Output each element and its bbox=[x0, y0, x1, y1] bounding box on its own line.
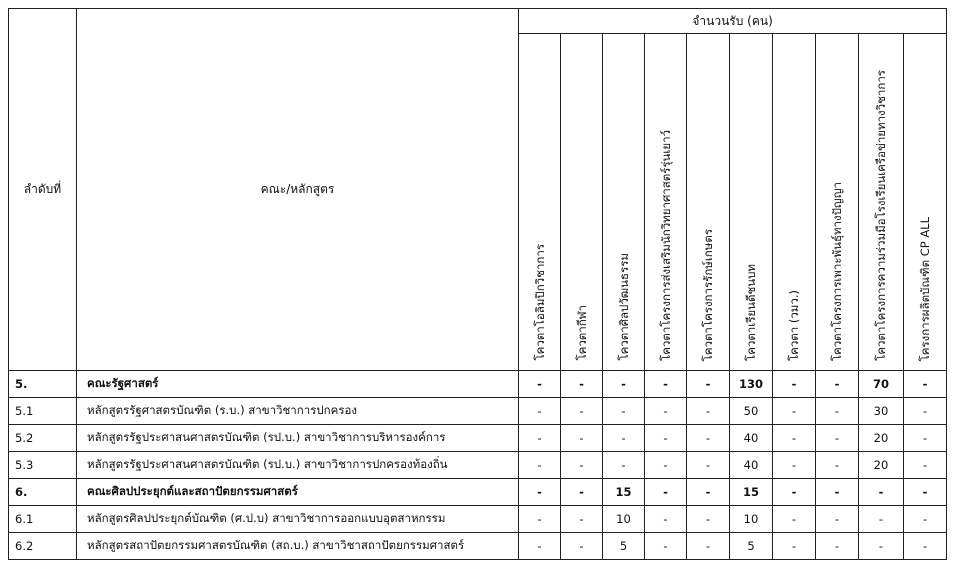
quota-column-label: โควตาโครงการความร่วมมือโรงเรียนเครือข่ายทางวิชาการ bbox=[874, 70, 888, 361]
quota-value: 10 bbox=[603, 506, 645, 533]
quota-column-label: โควตากีฬา bbox=[574, 305, 589, 361]
quota-value: 15 bbox=[603, 479, 645, 506]
quota-value: 30 bbox=[859, 398, 904, 425]
quota-value: - bbox=[687, 452, 730, 479]
quota-value: - bbox=[645, 452, 687, 479]
quota-value: 40 bbox=[730, 452, 773, 479]
row-number: 6. bbox=[9, 479, 77, 506]
row-number: 5.2 bbox=[9, 425, 77, 452]
quota-value: - bbox=[519, 398, 561, 425]
quota-value: 70 bbox=[859, 371, 904, 398]
quota-value: - bbox=[904, 479, 947, 506]
row-number: 5.3 bbox=[9, 452, 77, 479]
quota-value: - bbox=[773, 425, 816, 452]
quota-column-label: โควตาโครงการเพาะพันธุ์ทางปัญญา bbox=[830, 181, 844, 361]
quota-value: - bbox=[603, 371, 645, 398]
quota-value: - bbox=[904, 371, 947, 398]
program-name: หลักสูตรรัฐประศาสนศาสตรบัณฑิต (รป.บ.) สาขาวิชาการบริหารองค์การ bbox=[77, 425, 519, 452]
quota-column-header bbox=[645, 34, 687, 371]
program-row bbox=[9, 506, 947, 533]
quota-value: - bbox=[816, 479, 859, 506]
admission-quota-table bbox=[8, 8, 947, 560]
faculty-row bbox=[9, 479, 947, 506]
quota-value: - bbox=[561, 425, 603, 452]
quota-value: - bbox=[773, 452, 816, 479]
program-name: หลักสูตรรัฐประศาสนศาสตรบัณฑิต (รป.บ.) สาขาวิชาการปกครองท้องถิ่น bbox=[77, 452, 519, 479]
faculty-name: คณะรัฐศาสตร์ bbox=[77, 371, 519, 398]
quota-column-header bbox=[904, 34, 947, 371]
quota-column-header bbox=[561, 34, 603, 371]
quota-value: - bbox=[816, 398, 859, 425]
quota-value: - bbox=[816, 452, 859, 479]
quota-column-label: โควตาโครงการส่งเสริมนักวิทยาศาสตร์รุ่นเยาว์ bbox=[658, 130, 673, 361]
quota-value: - bbox=[561, 479, 603, 506]
quota-value: 40 bbox=[730, 425, 773, 452]
quota-value: - bbox=[645, 479, 687, 506]
quota-value: - bbox=[561, 371, 603, 398]
quota-value: 50 bbox=[730, 398, 773, 425]
quota-value: - bbox=[645, 398, 687, 425]
quota-value: - bbox=[519, 371, 561, 398]
quota-value: 20 bbox=[859, 425, 904, 452]
program-row bbox=[9, 452, 947, 479]
quota-value: - bbox=[816, 425, 859, 452]
quota-column-label: โควตาโครงการรักษ์เกษตร bbox=[701, 228, 715, 361]
quota-value: 15 bbox=[730, 479, 773, 506]
quota-value: 130 bbox=[730, 371, 773, 398]
quota-column-label: โควตา (วมว.) bbox=[787, 289, 801, 361]
program-name: หลักสูตรสถาปัตยกรรมศาสตรบัณฑิต (สถ.บ.) สาขาวิชาสถาปัตยกรรมศาสตร์ bbox=[77, 533, 519, 560]
quota-column-label: โควตาศิลปวัฒนธรรม bbox=[616, 253, 631, 361]
quota-value: - bbox=[859, 533, 904, 560]
quota-value: - bbox=[645, 506, 687, 533]
quota-column-header bbox=[603, 34, 645, 371]
program-row bbox=[9, 398, 947, 425]
table-body bbox=[9, 371, 947, 560]
quota-value: - bbox=[687, 479, 730, 506]
row-number: 5. bbox=[9, 371, 77, 398]
quota-value: - bbox=[687, 425, 730, 452]
quota-value: - bbox=[816, 533, 859, 560]
quota-column-header bbox=[519, 34, 561, 371]
quota-value: - bbox=[904, 398, 947, 425]
quota-value: - bbox=[904, 452, 947, 479]
quota-column-label: โควตาโอลิมปิกวิชาการ bbox=[532, 244, 547, 361]
program-name: หลักสูตรศิลปประยุกต์บัณฑิต (ศ.ป.บ) สาขาวิชาการออกแบบอุตสาหกรรม bbox=[77, 506, 519, 533]
program-name: หลักสูตรรัฐศาสตรบัณฑิต (ร.บ.) สาขาวิชาการปกครอง bbox=[77, 398, 519, 425]
quota-value: 20 bbox=[859, 452, 904, 479]
quota-value: - bbox=[904, 506, 947, 533]
quota-value: - bbox=[561, 398, 603, 425]
quota-value: - bbox=[816, 506, 859, 533]
quota-value: 5 bbox=[603, 533, 645, 560]
quota-value: - bbox=[773, 398, 816, 425]
quota-value: - bbox=[519, 425, 561, 452]
quota-value: 5 bbox=[730, 533, 773, 560]
quota-value: - bbox=[773, 533, 816, 560]
quota-value: - bbox=[645, 533, 687, 560]
row-number: 5.1 bbox=[9, 398, 77, 425]
quota-value: - bbox=[561, 452, 603, 479]
quota-column-header bbox=[859, 34, 904, 371]
quota-value: - bbox=[773, 506, 816, 533]
col-no-header: ลำดับที่ bbox=[9, 9, 77, 371]
quota-column-header bbox=[687, 34, 730, 371]
faculty-name: คณะศิลปประยุกต์และสถาปัตยกรรมศาสตร์ bbox=[77, 479, 519, 506]
quota-value: - bbox=[519, 479, 561, 506]
quota-value: - bbox=[687, 506, 730, 533]
quota-column-header bbox=[773, 34, 816, 371]
quota-value: - bbox=[687, 371, 730, 398]
quota-value: - bbox=[519, 533, 561, 560]
program-row bbox=[9, 533, 947, 560]
quota-value: - bbox=[687, 398, 730, 425]
quota-value: - bbox=[904, 533, 947, 560]
col-name-header: คณะ/หลักสูตร bbox=[77, 9, 519, 371]
quota-value: - bbox=[561, 533, 603, 560]
quota-value: - bbox=[773, 479, 816, 506]
quota-value: 10 bbox=[730, 506, 773, 533]
quota-column-label: โครงการผลิตบัณฑิต CP ALL bbox=[918, 216, 933, 361]
faculty-row bbox=[9, 371, 947, 398]
row-number: 6.1 bbox=[9, 506, 77, 533]
quota-value: - bbox=[859, 479, 904, 506]
quota-value: - bbox=[904, 425, 947, 452]
quota-column-label: โควตาเรียนดีชนบท bbox=[744, 264, 758, 361]
quota-value: - bbox=[645, 371, 687, 398]
quota-value: - bbox=[603, 425, 645, 452]
quota-value: - bbox=[561, 506, 603, 533]
quota-column-header bbox=[816, 34, 859, 371]
quota-value: - bbox=[603, 452, 645, 479]
quota-value: - bbox=[816, 371, 859, 398]
quota-value: - bbox=[859, 506, 904, 533]
quota-value: - bbox=[519, 506, 561, 533]
quota-column-header bbox=[730, 34, 773, 371]
quota-value: - bbox=[603, 398, 645, 425]
quota-value: - bbox=[687, 533, 730, 560]
quota-value: - bbox=[773, 371, 816, 398]
program-row bbox=[9, 425, 947, 452]
row-number: 6.2 bbox=[9, 533, 77, 560]
quota-group-header: จำนวนรับ (คน) bbox=[519, 9, 947, 34]
quota-value: - bbox=[519, 452, 561, 479]
quota-value: - bbox=[645, 425, 687, 452]
